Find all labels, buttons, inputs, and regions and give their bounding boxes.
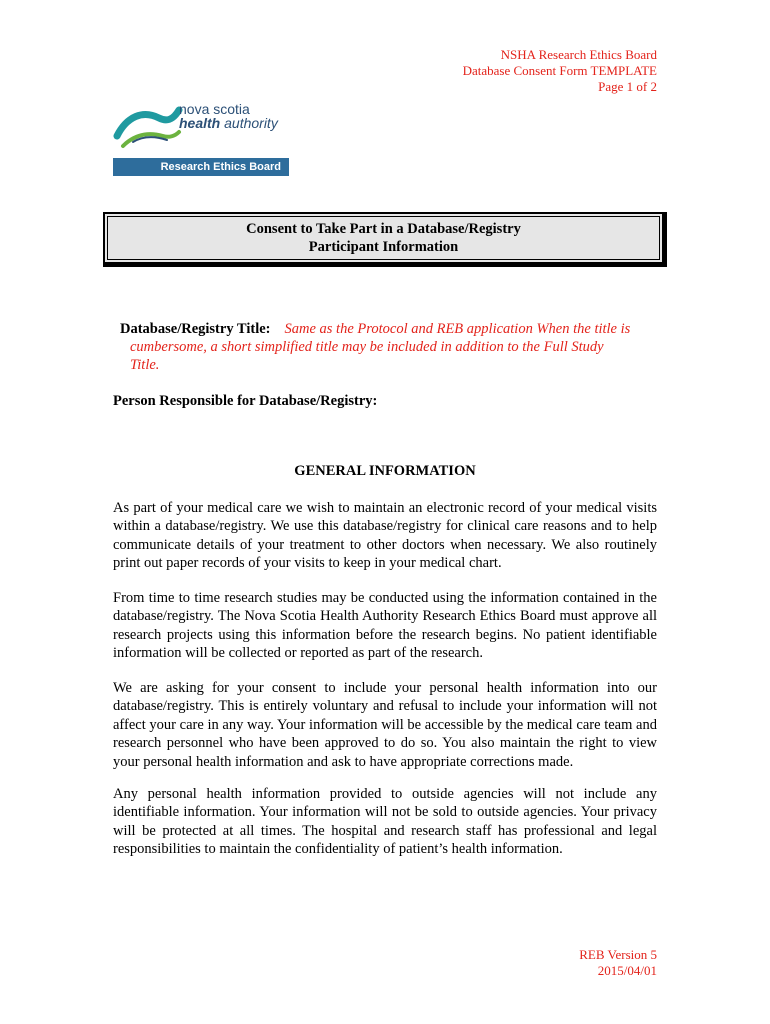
logo-wordmark: [179, 102, 278, 130]
paragraph-4: Any personal health information provided to outside agencies will not include any identifiable information. Your information will not be sold to outside agencies. Your privacy will be protected at all times. The hospital and research staff has professional and legal responsibilities to maintain the confidentiality of patient’s health information.: [113, 786, 657, 858]
person-responsible-label: Person Responsible for Database/Registry:: [113, 393, 378, 409]
page-footer: [579, 947, 657, 979]
logo-band: Research Ethics Board: [113, 158, 289, 176]
title-line1: Consent to Take Part in a Database/Registry: [246, 221, 521, 237]
nsha-logo: [113, 96, 289, 176]
logo-line2: health authority: [179, 115, 278, 131]
logo-line1: nova scotia: [179, 101, 250, 117]
header-doc: Database Consent Form TEMPLATE: [462, 63, 657, 78]
registry-title-hint-1: Same as the Protocol and REB application When the title is: [284, 321, 631, 337]
registry-title-label: Database/Registry Title:: [120, 321, 271, 337]
page-header: [463, 47, 657, 95]
header-org: NSHA Research Ethics Board: [500, 47, 657, 62]
wave-logo-icon: [113, 96, 183, 154]
paragraph-3: We are asking for your consent to include your personal health information into our database/registry. This is entirely voluntary and refusal to include your information will not affect your care in any way. Your information will be accessible by the medical care team and research personnel who have been approved to do so. You also maintain the right to view your personal health information and ask to have appropriate corrections made.: [113, 680, 657, 770]
registry-title-hint-2: cumbersome, a short simplified title may be included in addition to the Full Study: [130, 339, 604, 355]
footer-version: REB Version 5: [579, 947, 657, 962]
registry-title-block: [120, 320, 660, 374]
paragraph-1: As part of your medical care we wish to maintain an electronic record of your medical visits within a database/registry. We use this database/registry for clinical care reasons and to help communicate details of your treatment to other doctors when necessary. We also routinely print out paper records of your visits to keep in your medical chart.: [113, 500, 657, 572]
general-information-heading: GENERAL INFORMATION: [294, 463, 476, 479]
footer-date: 2015/04/01: [597, 963, 657, 978]
header-page-number: Page 1 of 2: [598, 79, 657, 94]
registry-title-hint-3: Title.: [130, 357, 160, 373]
paragraph-2: From time to time research studies may be conducted using the information contained in the database/registry. The Nova Scotia Health Authority Research Ethics Board must approve all research projects using this information before the research begins. No patient identifiable information will be collected or reported as part of the research.: [113, 590, 657, 662]
title-line2: Participant Information: [308, 239, 459, 255]
title-box: [103, 212, 667, 267]
